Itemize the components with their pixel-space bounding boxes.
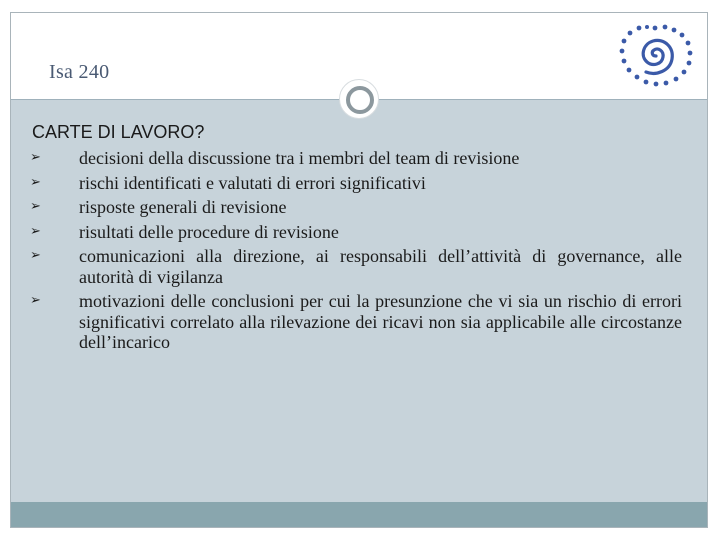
arrowhead-bullet-icon: ➢: [30, 248, 41, 263]
arrowhead-bullet-icon: ➢: [30, 150, 41, 165]
bullet-list: [30, 148, 682, 357]
arrowhead-bullet-icon: ➢: [30, 293, 41, 308]
arrowhead-bullet-icon: ➢: [30, 223, 41, 239]
spiral-logo-icon: [612, 22, 698, 90]
divider-circle-icon: [339, 79, 379, 119]
arrowhead-bullet-icon: ➢: [30, 174, 41, 190]
bullet-item: [30, 246, 682, 287]
bullet-text: risultati delle procedure di revisione: [79, 221, 339, 242]
bullet-item: [30, 173, 682, 194]
bullet-item: [30, 291, 682, 353]
bullet-item: [30, 148, 682, 169]
footer-bar: [11, 502, 707, 527]
arrowhead-bullet-icon: ➢: [30, 199, 41, 214]
bullet-text: motivazioni delle conclusioni per cui la presunzione che vi sia un rischio di errori significativi correlato alla rilevazione dei ricavi non sia applicabile alle circostanze dell’incarico: [79, 291, 682, 352]
bullet-text: comunicazioni alla direzione, ai responsabili dell’attività di governance, alle autorità di vigilanza: [79, 246, 682, 287]
bullet-text: decisioni della discussione tra i membri del team di revisione: [79, 148, 520, 168]
bullet-text: risposte generali di revisione: [79, 197, 287, 217]
bullet-text: rischi identificati e valutati di errori significativi: [79, 172, 426, 193]
content-heading: CARTE DI LAVORO?: [32, 122, 205, 142]
bullet-item: [30, 222, 682, 243]
slide-title: Isa 240: [49, 61, 110, 83]
bullet-item: [30, 197, 682, 218]
